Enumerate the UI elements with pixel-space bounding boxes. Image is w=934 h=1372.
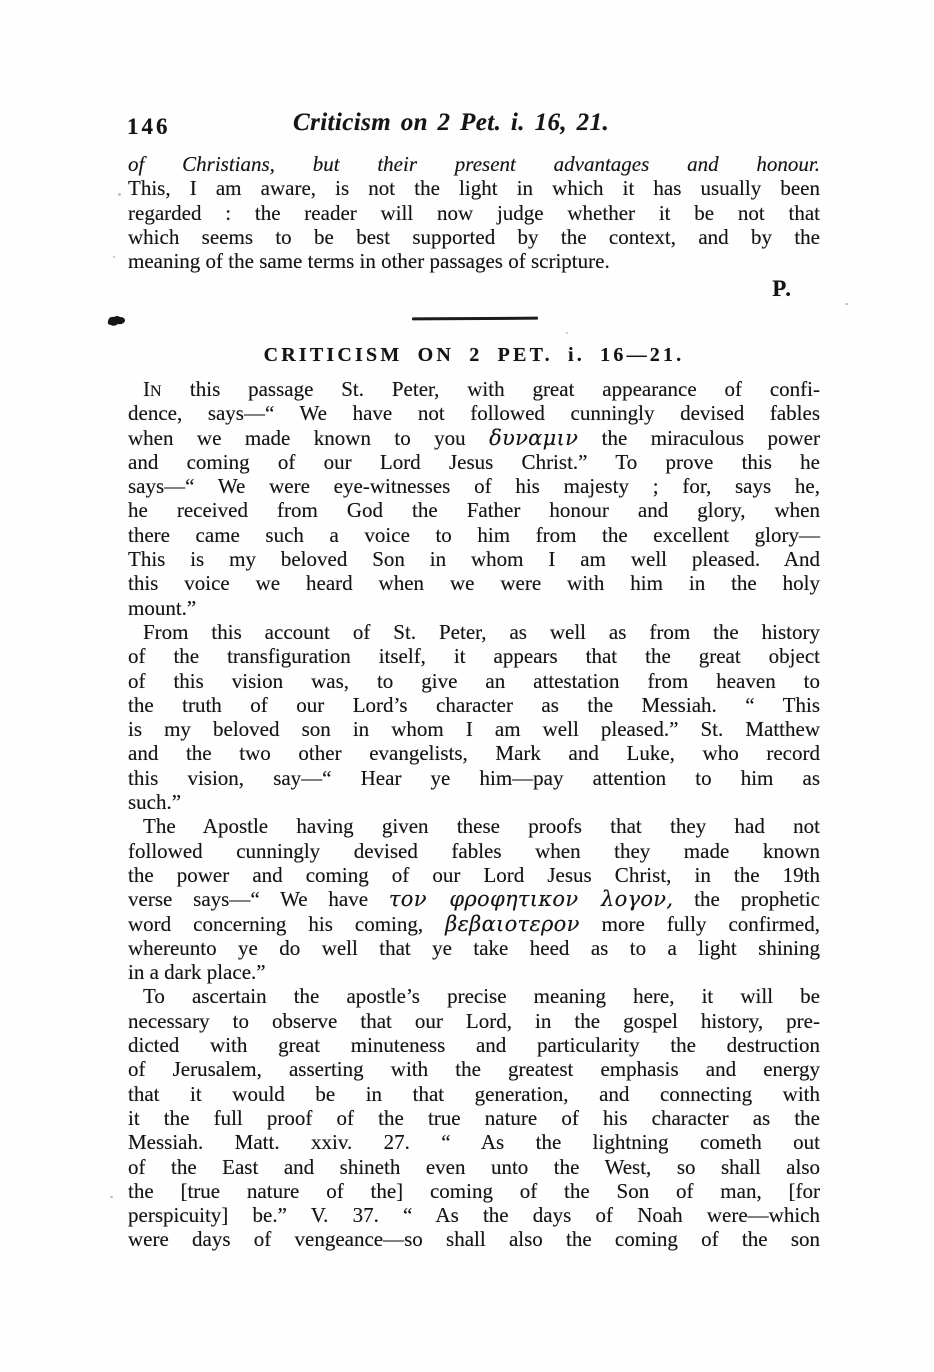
text-segment: this vision, say—“ Hear ye him—pay attention to him as xyxy=(128,765,820,790)
text-line xyxy=(128,863,820,887)
text-segment: whereunto ye do well that ye take heed as to a light shining xyxy=(128,935,820,960)
text-segment: necessary to observe that our Lord, in the gospel history, pre- xyxy=(128,1008,820,1033)
text-line xyxy=(128,152,820,176)
ink-blot-mark xyxy=(107,315,126,328)
greek-text: βεβαιοτερον xyxy=(445,911,580,936)
article-body xyxy=(128,377,820,1252)
text-line xyxy=(128,814,820,838)
paragraph xyxy=(128,620,820,814)
text-line xyxy=(128,717,820,741)
scan-speck xyxy=(566,332,568,334)
text-line xyxy=(128,1227,820,1251)
text-line xyxy=(128,1057,820,1081)
text-line xyxy=(128,225,820,249)
author-signature: P. xyxy=(772,276,792,301)
text-line xyxy=(128,426,820,450)
text-line xyxy=(128,960,820,984)
text-segment: the [true nature of the] coming of the Son of man, [for xyxy=(128,1178,820,1203)
text-segment: of Jerusalem, asserting with the greatest emphasis and energy xyxy=(128,1057,820,1082)
text-segment: dence, says—“ We have not followed cunningly devised fables xyxy=(128,401,820,426)
text-segment: the power and coming of our Lord Jesus Christ, in the 19th xyxy=(128,862,820,887)
text-line xyxy=(128,912,820,936)
text-line xyxy=(128,571,820,595)
text-line xyxy=(128,766,820,790)
text-segment: in a dark place.” xyxy=(128,960,266,985)
text-segment: he received from God the Father honour and glory, when xyxy=(128,498,820,523)
paragraph xyxy=(128,814,820,984)
text-segment: the truth of our Lord’s character as the Messiah. “ This xyxy=(128,692,820,717)
text-segment: The Apostle having given these proofs that they had not xyxy=(143,814,820,839)
text-line xyxy=(128,1009,820,1033)
text-line xyxy=(128,1130,820,1154)
text-line xyxy=(128,249,820,273)
text-line xyxy=(128,839,820,863)
text-segment: dicted with great minuteness and particularity the destruction xyxy=(128,1033,820,1058)
text-line xyxy=(128,450,820,474)
text-line xyxy=(128,644,820,668)
text-line xyxy=(128,1106,820,1130)
text-line xyxy=(128,498,820,522)
text-segment: of the East and shineth even unto the West, so shall also xyxy=(128,1154,820,1179)
text-segment: is my beloved son in whom I am well pleased.” St. Matthew xyxy=(128,717,820,742)
text-segment: of the transfiguration itself, it appears that the great object xyxy=(128,644,820,669)
text-segment: that it would be in that generation, and connecting with xyxy=(128,1081,820,1106)
text-line xyxy=(128,176,820,200)
text-line xyxy=(128,1179,820,1203)
text-segment: of this vision was, to give an attestation from heaven to xyxy=(128,668,820,693)
text-segment: followed cunningly devised fables when they made known xyxy=(128,838,820,863)
text-line xyxy=(128,669,820,693)
text-segment: To ascertain the apostle’s precise meaning here, it will be xyxy=(143,984,820,1009)
paragraph xyxy=(128,984,820,1251)
text-segment: N xyxy=(150,383,163,400)
text-line xyxy=(128,547,820,571)
text-segment: the miraculous power xyxy=(578,425,820,450)
scan-speck xyxy=(113,256,115,258)
text-segment: such.” xyxy=(128,790,182,815)
scan-speck xyxy=(845,303,848,305)
text-line xyxy=(128,1155,820,1179)
text-line xyxy=(128,936,820,960)
text-segment: Messiah. Matt. xxiv. 27. “ As the lightning cometh out xyxy=(128,1130,820,1155)
text-segment: and coming of our Lord Jesus Christ.” To prove this he xyxy=(128,449,820,474)
text-segment: verse says—“ We have xyxy=(128,887,389,912)
text-segment: this passage St. Peter, with great appearance of confi- xyxy=(162,377,820,401)
greek-text: τον φροφητικον λογον, xyxy=(388,887,674,912)
text-line xyxy=(128,1033,820,1057)
text-segment: From this account of St. Peter, as well as from the history xyxy=(143,619,820,644)
text-line xyxy=(128,1203,820,1227)
text-line xyxy=(128,693,820,717)
text-segment: This, I am aware, is not the light in which it has usually been xyxy=(128,176,820,201)
text-segment: mount.” xyxy=(128,595,197,620)
text-segment: when we made known to you xyxy=(128,425,490,450)
paragraph xyxy=(128,377,820,620)
section-heading: CRITICISM ON 2 PET. i. 16—21. xyxy=(263,344,685,366)
text-line xyxy=(128,741,820,765)
text-segment: the prophetic xyxy=(673,887,821,912)
text-line xyxy=(128,1082,820,1106)
text-line xyxy=(128,201,820,225)
text-segment: perspicuity] be.” V. 37. “ As the days of Noah were—which xyxy=(128,1203,820,1228)
text-segment: were days of vengeance—so shall also the coming of the son xyxy=(128,1227,820,1252)
scan-speck xyxy=(110,1196,113,1198)
running-header-title: Criticism on 2 Pet. i. 16, 21. xyxy=(293,109,610,136)
text-segment: it the full proof of the true nature of his character as the xyxy=(128,1105,820,1130)
text-segment: there came such a voice to him from the excellent glory— xyxy=(128,522,820,547)
text-line xyxy=(128,620,820,644)
text-line xyxy=(128,377,820,401)
intro-paragraph xyxy=(128,152,820,273)
page-number: 146 xyxy=(127,114,171,139)
text-segment: This is my beloved Son in whom I am well pleased. And xyxy=(128,547,820,572)
text-line xyxy=(128,523,820,547)
text-segment: and the two other evangelists, Mark and Luke, who record xyxy=(128,741,820,766)
text-segment: which seems to be best supported by the context, and by the xyxy=(128,224,820,249)
text-line xyxy=(128,887,820,911)
paragraph xyxy=(128,152,820,273)
text-line xyxy=(128,474,820,498)
text-line xyxy=(128,984,820,1008)
text-segment: I xyxy=(143,377,150,401)
text-segment: regarded : the reader will now judge whether it be not that xyxy=(128,200,820,225)
text-segment: this voice we heard when we were with him in the holy xyxy=(128,571,820,596)
text-line xyxy=(128,401,820,425)
text-segment: says—“ We were eye-witnesses of his majesty ; for, says he, xyxy=(128,474,820,499)
text-segment: word concerning his coming, xyxy=(128,911,446,936)
ink-blot-shape xyxy=(107,315,126,328)
text-segment: meaning of the same terms in other passages of scripture. xyxy=(128,249,610,274)
section-divider-rule xyxy=(412,317,538,321)
scan-speck xyxy=(118,193,121,196)
text-segment: more fully confirmed, xyxy=(579,911,820,936)
greek-text: δυναμιν xyxy=(489,425,579,450)
text-line xyxy=(128,596,820,620)
text-segment: of Christians, but their present advantages and honour. xyxy=(128,152,820,176)
text-line xyxy=(128,790,820,814)
